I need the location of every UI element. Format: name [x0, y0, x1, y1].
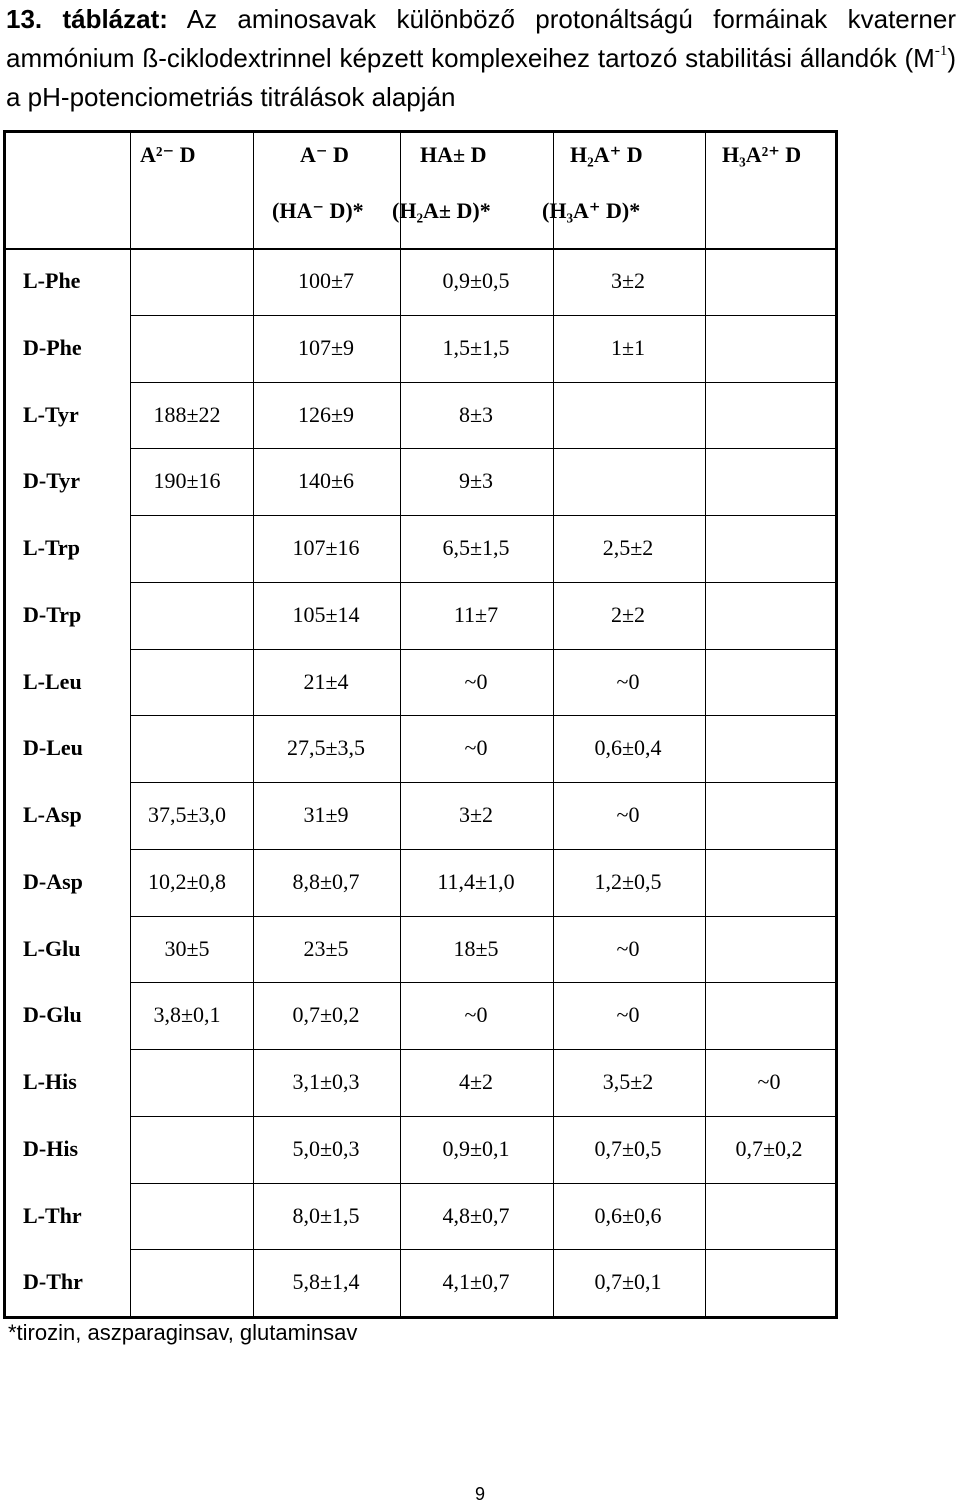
- column-divider: [553, 130, 554, 1316]
- caption-exponent: -1: [934, 43, 948, 60]
- table-cell: 31±9: [303, 802, 349, 827]
- table-cell: 8,0±1,5: [292, 1202, 360, 1228]
- table-cell: 1,2±0,5: [594, 868, 662, 894]
- table-cell: 0,7±0,1: [594, 1269, 662, 1295]
- table-cell: ~0: [616, 1002, 640, 1028]
- column-header-3: HA± D: [420, 142, 487, 167]
- row-label: D-His: [23, 1135, 78, 1161]
- table-cell: 6,5±1,5: [442, 535, 510, 560]
- row-label: L-His: [23, 1069, 77, 1094]
- column-divider: [400, 130, 401, 1316]
- column-subheader-3: (H₂A± D)*: [392, 198, 491, 223]
- table-cell: 3,1±0,3: [292, 1069, 360, 1094]
- table-cell: 188±22: [153, 401, 221, 427]
- table-cell: 2,5±2: [602, 535, 654, 560]
- column-subheader-4: (H₃A⁺ D)*: [542, 198, 641, 223]
- table-cell: 11±7: [453, 601, 499, 627]
- table-cell: 1±1: [610, 334, 646, 360]
- table-cell: 37,5±3,0: [147, 802, 227, 827]
- table-cell: 0,7±0,2: [735, 1135, 803, 1161]
- table-cell: ~0: [464, 735, 488, 761]
- table-cell: 4±2: [458, 1069, 494, 1094]
- table-cell: 23±5: [303, 935, 349, 961]
- table-footnote: *tirozin, aszparaginsav, glutaminsav: [8, 1320, 358, 1345]
- column-header-1: A²⁻ D: [140, 142, 196, 167]
- table-cell: 107±9: [297, 334, 355, 360]
- table-cell: 3,5±2: [602, 1069, 654, 1094]
- table-cell: 8±3: [458, 401, 494, 427]
- row-label: L-Asp: [23, 802, 82, 827]
- column-divider: [253, 130, 254, 1316]
- table-cell: 27,5±3,5: [286, 735, 366, 761]
- table-cell: 126±9: [297, 401, 355, 427]
- table-cell: ~0: [757, 1069, 781, 1094]
- table-cell: 2±2: [610, 601, 646, 627]
- table-border-bottom: [3, 1316, 838, 1319]
- table-cell: 1,5±1,5: [442, 334, 510, 360]
- table-cell: ~0: [616, 668, 640, 694]
- column-header-4: H₂A⁺ D: [570, 142, 643, 167]
- table-cell: 105±14: [292, 601, 360, 627]
- table-cell: 5,8±1,4: [292, 1269, 360, 1295]
- table-cell: ~0: [464, 1002, 488, 1028]
- row-label: L-Glu: [23, 935, 81, 961]
- row-label: D-Phe: [23, 334, 82, 360]
- table-cell: 3±2: [610, 268, 646, 293]
- table-cell: 4,1±0,7: [442, 1269, 510, 1295]
- table-cell: 0,9±0,1: [442, 1135, 510, 1161]
- caption-text-end: ) a pH-potenciometriás titrálások alapján: [6, 43, 956, 112]
- row-label: L-Thr: [23, 1202, 82, 1228]
- caption-text: Az aminosavak különböző protonáltságú formáinak kvaterner ammónium ß-ciklodextrinnel képzett komplexeihez tartozó stabilitási állandók (M: [6, 4, 956, 73]
- row-label: D-Glu: [23, 1002, 82, 1028]
- table-cell: 140±6: [297, 468, 355, 494]
- row-label: D-Leu: [23, 735, 83, 761]
- table-cell: 0,6±0,6: [594, 1202, 662, 1228]
- row-label: L-Phe: [23, 268, 81, 293]
- table-cell: 30±5: [164, 935, 210, 961]
- table-cell: 11,4±1,0: [437, 868, 515, 894]
- table-cell: 0,9±0,5: [442, 268, 510, 293]
- table-cell: 4,8±0,7: [442, 1202, 510, 1228]
- table-cell: ~0: [464, 668, 488, 694]
- column-header-5: H₃A²⁺ D: [722, 142, 802, 167]
- row-label: L-Tyr: [23, 401, 79, 427]
- table-cell: ~0: [616, 802, 640, 827]
- table-cell: 9±3: [458, 468, 494, 494]
- table-cell: 107±16: [292, 535, 360, 560]
- table-cell: 5,0±0,3: [292, 1135, 360, 1161]
- table-border-left: [3, 130, 6, 1319]
- table-cell: 3±2: [458, 802, 494, 827]
- table-cell: 10,2±0,8: [147, 868, 227, 894]
- table-cell: ~0: [616, 935, 640, 961]
- table-cell: 3,8±0,1: [153, 1002, 221, 1028]
- table-cell: 21±4: [303, 668, 349, 694]
- row-label: D-Thr: [23, 1269, 83, 1295]
- row-label: D-Trp: [23, 601, 82, 627]
- table-cell: 0,7±0,2: [292, 1002, 360, 1028]
- row-label: L-Leu: [23, 668, 82, 694]
- table-cell: 0,6±0,4: [594, 735, 662, 761]
- column-divider: [130, 130, 131, 1316]
- table-cell: 18±5: [453, 935, 499, 961]
- column-subheader-2: (HA⁻ D)*: [272, 198, 364, 223]
- table-cell: 8,8±0,7: [292, 868, 360, 894]
- caption-number: 13. táblázat:: [6, 4, 168, 34]
- table-cell: 0,7±0,5: [594, 1135, 662, 1161]
- page-number: 9: [474, 1484, 485, 1504]
- row-label: D-Tyr: [23, 468, 81, 494]
- table-cell: 100±7: [297, 268, 355, 293]
- table-cell: 190±16: [153, 468, 221, 494]
- table-border-top: [3, 130, 838, 133]
- row-label: D-Asp: [23, 868, 83, 894]
- column-header-2: A⁻ D: [300, 142, 349, 167]
- row-label: L-Trp: [23, 535, 81, 560]
